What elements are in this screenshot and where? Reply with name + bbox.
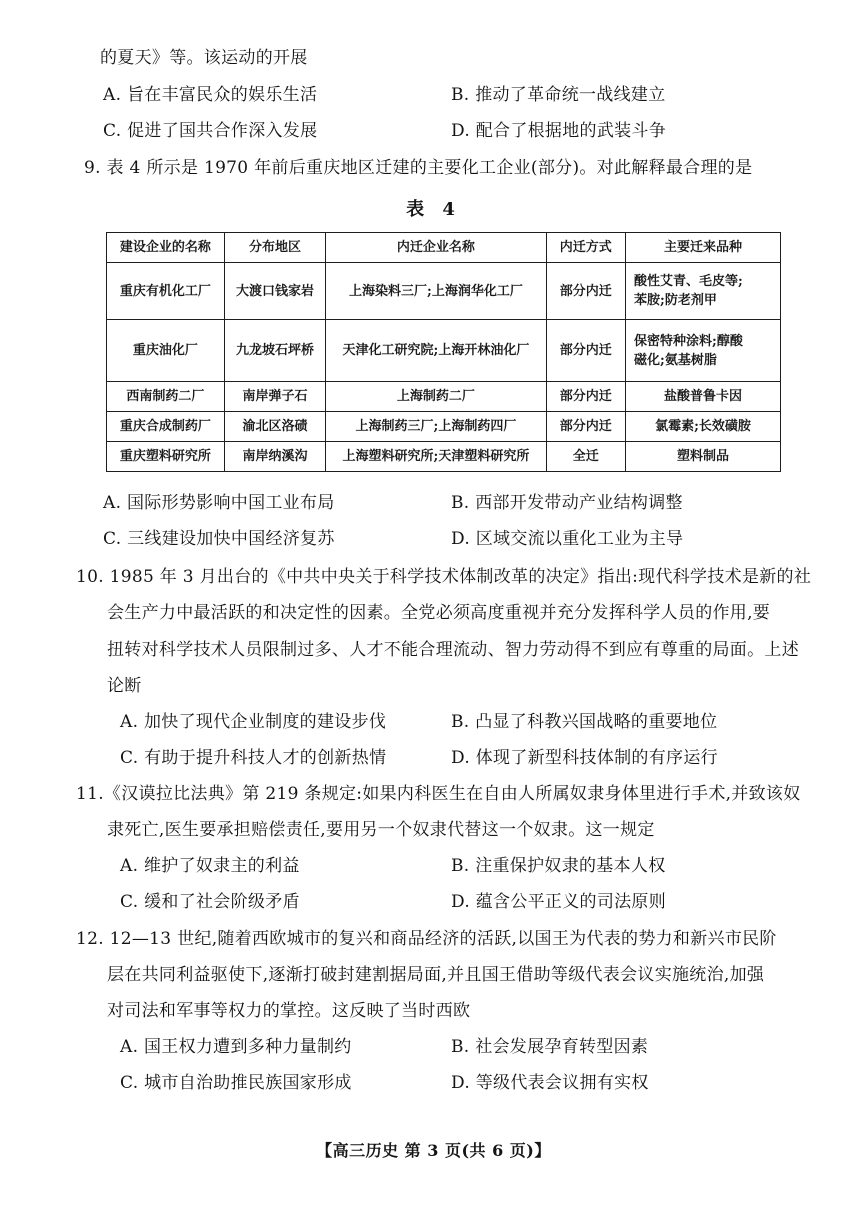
q11-option-c: C. 缓和了社会阶级矛盾 [120,892,300,912]
table-cell: 重庆油化厂 [107,320,225,382]
table-cell: 南岸纳溪沟 [224,442,326,472]
table-cell: 九龙坡石坪桥 [224,320,326,382]
q11-option-d: D. 蕴含公平正义的司法原则 [451,892,667,912]
q12-option-b: B. 社会发展孕育转型因素 [451,1037,649,1057]
q10-option-b: B. 凸显了科教兴国战略的重要地位 [451,712,718,732]
q10-option-c: C. 有助于提升科技人才的创新热情 [120,748,387,768]
table-cell [626,320,781,382]
q8-option-b: B. 推动了革命统一战线建立 [451,85,666,105]
table-cell: 全迁 [546,442,625,472]
table-header-row [107,233,781,263]
table-cell: 部分内迁 [546,263,625,320]
q10-option-a: A. 加快了现代企业制度的建设步伐 [120,712,387,732]
table-row [107,412,781,442]
q11-option-a: A. 维护了奴隶主的利益 [120,856,300,876]
table-header-cell: 建设企业的名称 [107,233,225,263]
table-cell: 重庆有机化工厂 [107,263,225,320]
table-cell-line: 苯胺;防老剂甲 [634,293,717,308]
table-cell: 渝北区洛碛 [224,412,326,442]
table-cell: 上海制药三厂;上海制药四厂 [326,412,546,442]
q9-option-b: B. 西部开发带动产业结构调整 [451,493,683,513]
q10-stem-line-1: 10. 1985 年 3 月出台的《中共中央关于科学技术体制改革的决定》指出:现代科学技术是新的社 [76,567,812,587]
q10-option-d: D. 体现了新型科技体制的有序运行 [451,748,718,768]
q11-option-b: B. 注重保护奴隶的基本人权 [451,856,666,876]
q12-stem-line-1: 12. 12—13 世纪,随着西欧城市的复兴和商品经济的活跃,以国王为代表的势力和新兴市民阶 [76,929,777,949]
table-cell: 盐酸普鲁卡因 [626,382,781,412]
table-row [107,263,781,320]
q9-option-a: A. 国际形势影响中国工业布局 [103,493,335,513]
table-cell: 天津化工研究院;上海开林油化厂 [326,320,546,382]
table-row [107,442,781,472]
q10-stem-line-2: 会生产力中最活跃的和决定性的因素。全党必须高度重视并充分发挥科学人员的作用,要 [107,603,771,623]
enterprise-table [106,232,781,472]
table-header-cell: 分布地区 [224,233,326,263]
q10-stem-line-3: 扭转对科学技术人员限制过多、人才不能合理流动、智力劳动得不到应有尊重的局面。上述 [107,640,799,660]
table-header-cell: 内迁方式 [546,233,625,263]
table-cell-line: 磁化;氨基树脂 [634,352,717,368]
table-cell: 塑料制品 [626,442,781,472]
q12-option-c: C. 城市自治助推民族国家形成 [120,1073,352,1093]
q8-option-d: D. 配合了根据地的武装斗争 [451,121,667,141]
q12-option-d: D. 等级代表会议拥有实权 [451,1073,649,1093]
table-cell: 部分内迁 [546,382,625,412]
table-cell: 重庆合成制药厂 [107,412,225,442]
q12-stem-line-3: 对司法和军事等权力的掌控。这反映了当时西欧 [107,1001,471,1021]
table-cell-line: 酸性艾青、毛皮等; [634,274,743,289]
table-cell: 部分内迁 [546,412,625,442]
q9-stem: 9. 表 4 所示是 1970 年前后重庆地区迁建的主要化工企业(部分)。对此解释最合理的是 [84,158,753,178]
table-cell-line: 保密特种涂料;醇酸 [634,333,743,349]
q12-option-a: A. 国王权力遭到多种力量制约 [120,1037,352,1057]
q8-stem-tail: 的夏天》等。该运动的开展 [100,48,308,68]
table-cell: 上海塑料研究所;天津塑料研究所 [326,442,546,472]
table-cell: 氯霉素;长效磺胺 [626,412,781,442]
q11-stem-line-2: 隶死亡,医生要承担赔偿责任,要用另一个奴隶代替这一个奴隶。这一规定 [107,820,655,840]
table-row [107,382,781,412]
table-header-cell: 内迁企业名称 [326,233,546,263]
table-cell: 南岸弹子石 [224,382,326,412]
table-caption: 表 4 [406,199,461,220]
table-cell: 西南制药二厂 [107,382,225,412]
q12-stem-line-2: 层在共同利益驱使下,逐渐打破封建割据局面,并且国王借助等级代表会议实施统治,加强 [107,965,765,985]
q11-stem-line-1: 11.《汉谟拉比法典》第 219 条规定:如果内科医生在自由人所属奴隶身体里进行手术,并致该奴 [76,784,801,804]
table-cell: 大渡口钱家岩 [224,263,326,320]
q10-stem-line-4: 论断 [107,676,142,696]
q8-option-c: C. 促进了国共合作深入发展 [103,121,318,141]
table-row [107,320,781,382]
table-cell: 上海染料三厂;上海润华化工厂 [326,263,546,320]
table-cell: 重庆塑料研究所 [107,442,225,472]
page-footer: 【高三历史 第 3 页(共 6 页)】 [316,1141,551,1160]
q8-option-a: A. 旨在丰富民众的娱乐生活 [103,85,318,105]
q9-option-c: C. 三线建设加快中国经济复苏 [103,529,335,549]
q9-option-d: D. 区域交流以重化工业为主导 [451,529,684,549]
table-cell [626,263,781,320]
table-header-cell: 主要迁来品种 [626,233,781,263]
table-cell: 上海制药二厂 [326,382,546,412]
table-cell: 部分内迁 [546,320,625,382]
